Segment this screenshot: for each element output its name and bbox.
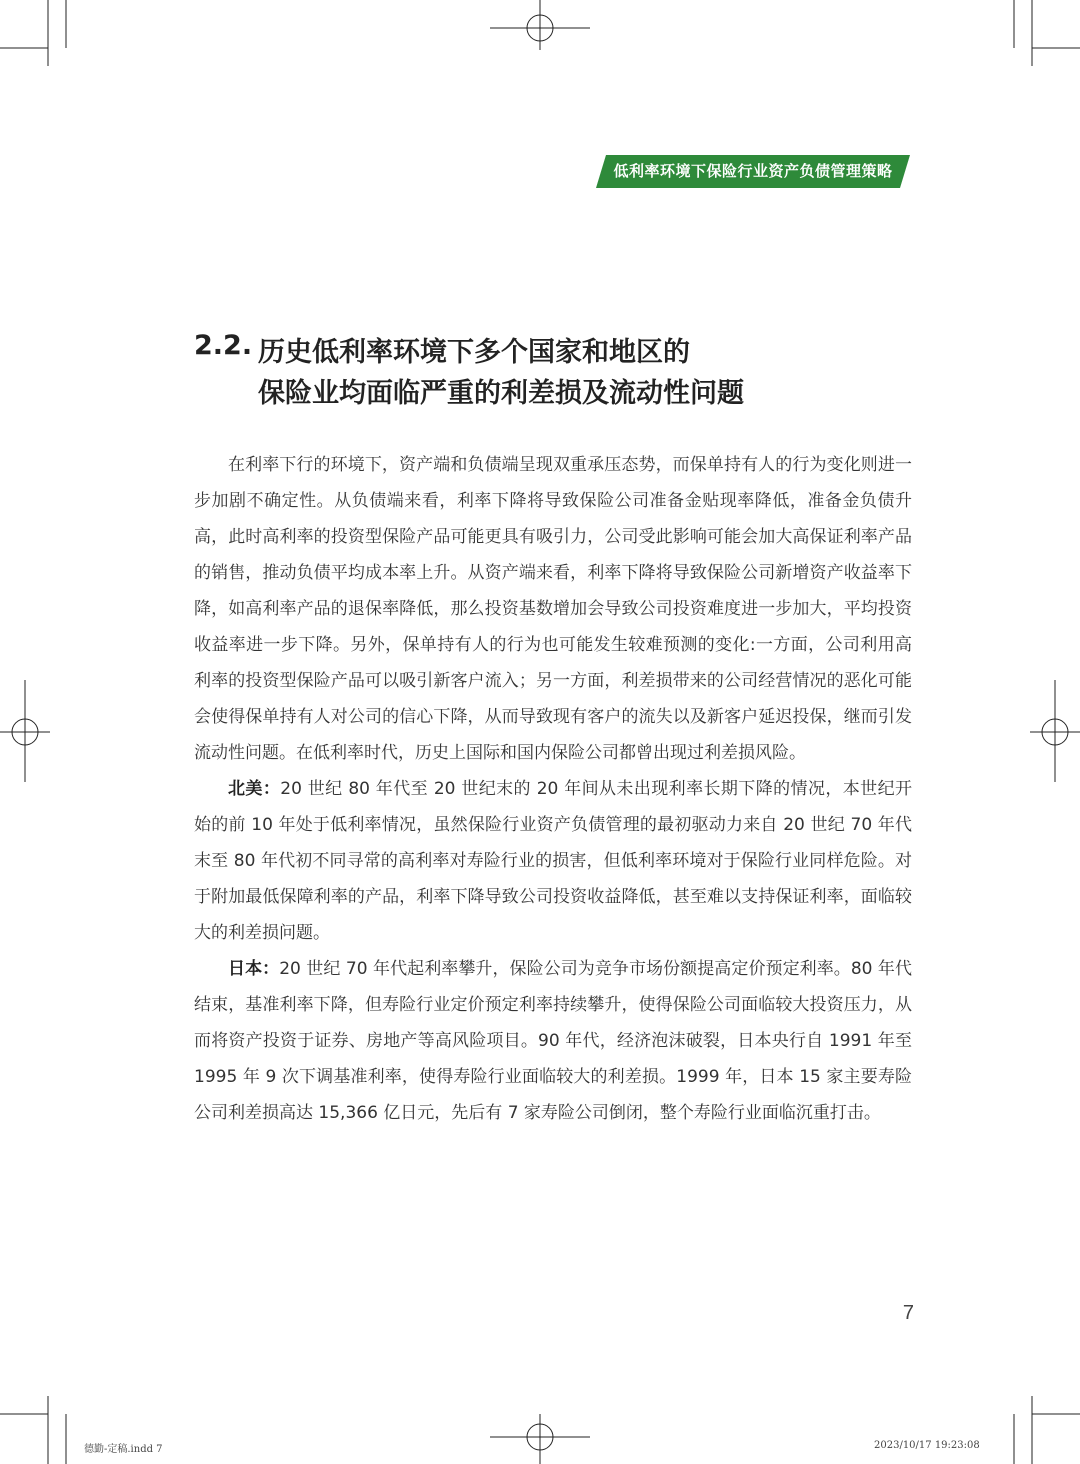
- print-slug-timestamp: 2023/10/17 19:23:08: [874, 1440, 980, 1451]
- paragraph-japan: [194, 951, 912, 1131]
- registration-mark-left: [0, 680, 50, 782]
- section-title-line-1: 历史低利率环境下多个国家和地区的: [258, 337, 690, 368]
- paragraph-text: 在利率下行的环境下，资产端和负债端呈现双重承压态势，而保单持有人的行为变化则进一步加剧不确定性。从负债端来看，利率下降将导致保险公司准备金贴现率降低，准备金负债升高，此时高利率的投资型保险产品可能更具有吸引力，公司受此影响可能会加大高保证利率产品的销售，推动负债平均成本率上升。从资产端来看，利率下降将导致保险公司新增资产收益率下降，如高利率产品的退保率降低，那么投资基数增加会导致公司投资难度进一步加大，平均投资收益率进一步下降。另外，保单持有人的行为也可能发生较难预测的变化:一方面，公司利用高利率的投资型保险产品可以吸引新客户流入；另一方面，利差损带来的公司经营情况的恶化可能会使得保单持有人对公司的信心下降，从而导致现有客户的流失以及新客户延迟投保，继而引发流动性问题。在低利率时代，历史上国际和国内保险公司都曾出现过利差损风险。: [194, 455, 912, 763]
- running-header-text: 低利率环境下保险行业资产负债管理策略: [613, 162, 893, 180]
- registration-mark-bottom: [490, 1414, 590, 1464]
- paragraph-intro: [194, 447, 912, 771]
- body-text: [194, 447, 912, 1131]
- paragraph-lead-japan: 日本：: [228, 959, 280, 979]
- print-slug-filename: 德勤-定稿.indd 7: [84, 1444, 163, 1455]
- paragraph-lead-north-america: 北美：: [228, 779, 281, 799]
- registration-mark-right: [1030, 680, 1080, 782]
- paragraph-text: 20 世纪 80 年代至 20 世纪末的 20 年间从未出现利率长期下降的情况，本世纪开始的前 10 年处于低利率情况，虽然保险行业资产负债管理的最初驱动力来自 20 世纪 70 年代末至 80 年代初不同寻常的高利率对寿险行业的损害，但低利率环境对于保险行业同样危险。对于附加最低保障利率的产品，利率下降导致公司投资收益降低，甚至难以支持保证利率，面临较大的利差损问题。: [194, 779, 913, 943]
- paragraph-north-america: [194, 771, 912, 951]
- registration-mark-top: [490, 0, 590, 50]
- section-number: 2.2.: [194, 330, 253, 361]
- page-number: 7: [902, 1302, 914, 1324]
- running-header-tag: [596, 155, 910, 188]
- paragraph-text: 20 世纪 70 年代起利率攀升，保险公司为竞争市场份额提高定价预定利率。80 年代结束，基准利率下降，但寿险行业定价预定利率持续攀升，使得保险公司面临较大投资压力，从而将资产投资于证券、房地产等高风险项目。90 年代，经济泡沫破裂，日本央行自 1991 年至 1995 年 9 次下调基准利率，使得寿险行业面临较大的利差损。1999 年，日本 15 家主要寿险公司利差损高达 15,366 亿日元，先后有 7 家寿险公司倒闭，整个寿险行业面临沉重打击。: [194, 959, 913, 1123]
- section-title-line-2: 保险业均面临严重的利差损及流动性问题: [258, 378, 744, 409]
